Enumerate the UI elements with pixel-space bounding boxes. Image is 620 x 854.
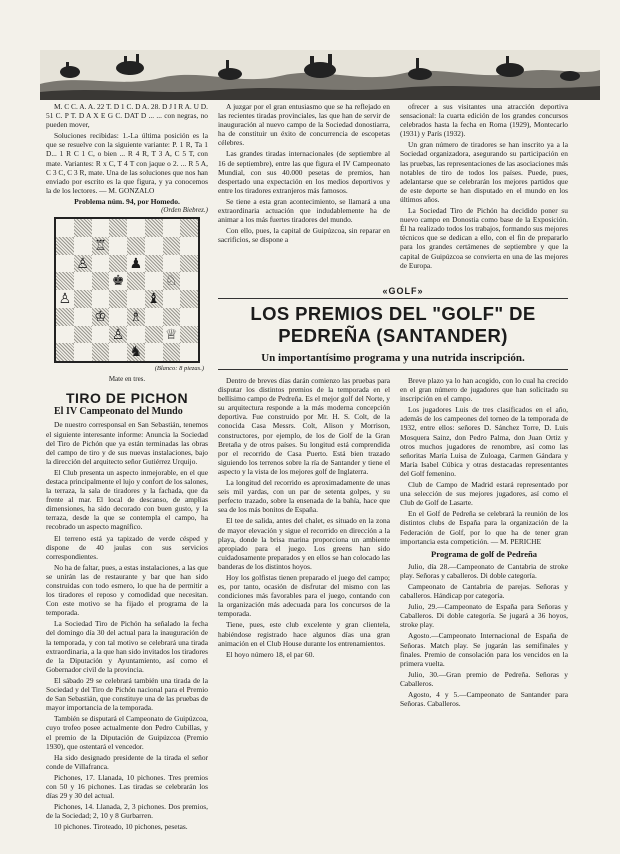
golf-para-10: En el Golf de Pedreña se celebrará la reunión de los distintos clubs de España para la organización de la Federación de Golf, por lo que ha de tener gran importancia esta competición. — M. PERICHE xyxy=(400,509,568,546)
golf-para-6: El hoyo número 18, el par 60. xyxy=(226,649,315,659)
board-square xyxy=(74,272,92,290)
board-square xyxy=(74,326,92,344)
board-square xyxy=(127,290,145,308)
board-square xyxy=(145,272,163,290)
board-square xyxy=(92,272,110,290)
golf-column-1 xyxy=(218,376,390,846)
col2-top-1: A juzgar por el gran entusiasmo que se ha reflejado en las recientes tiradas provinciales, las que han de servir de inauguración al nuevo campo de la Sociedad donostiarra, ha de constituir un éxito de concurrencia de escopetas célebres. xyxy=(218,102,390,148)
board-square xyxy=(74,255,92,273)
chess-piece-icon: ♚ xyxy=(111,273,125,290)
board-square xyxy=(127,237,145,255)
board-square xyxy=(56,326,74,344)
board-square xyxy=(145,255,163,273)
board-square xyxy=(145,290,163,308)
board-square xyxy=(163,290,181,308)
program-item-2: Campeonato de Cantabria de parejas. Señoras y caballeros. Hándicap por categoría. xyxy=(400,581,568,601)
tiro-continuation-column-2 xyxy=(400,102,568,282)
chess-text-1: M. C C. A. A. 22 T. D 1 C. D A. 28. D J I R A. U D. 51 C. P T. D A X E G C. DAT D ... ... con negras, no pueden mover, xyxy=(46,102,208,130)
golf-para-9: Club de Campo de Madrid estará representado por una selección de sus mejores jugadores, así como el Club de Golf de Lasarte. xyxy=(400,480,568,508)
board-square xyxy=(92,308,110,326)
problem-subtitle: (Orden Biebrez.) xyxy=(161,206,208,215)
program-item-5: Julio, 30.—Gran premio de Pedreña. Señoras y Caballeros. xyxy=(400,669,568,688)
tiro-para-6: El sábado 29 se celebrará también una tirada de la Sociedad y del Tiro de Pichón nacional para el Premio de San Sebastián, que constituye una de las pruebas de mayor importancia de la temporada. xyxy=(46,675,208,713)
chess-piece-icon: ♗ xyxy=(129,308,143,325)
board-square xyxy=(180,272,198,290)
board-square xyxy=(163,237,181,255)
golf-para-4: Hoy los golfistas tienen preparado el juego del campo; es, por tanto, ocasión de disfrutar del mismo con las condiciones más favorables para el juego, contando con la organización más adecuada para los concursos de la temporada. xyxy=(218,572,390,619)
board-square xyxy=(163,272,181,290)
board-square xyxy=(92,219,110,237)
board-square xyxy=(56,308,74,326)
board-square xyxy=(109,237,127,255)
board-square xyxy=(127,272,145,290)
board-square xyxy=(56,219,74,237)
golf-para-5: Tiene, pues, este club excelente y gran clientela, habiéndose registrado hace algunos días una gran animación en el Club House durante los entrenamientos. xyxy=(218,620,390,648)
board-square xyxy=(109,219,127,237)
tiro-para-7: También se disputará el Campeonato de Guipúzcoa, cuyo trofeo posee actualmente don Pedro Cubillas, y el premio de la Diputación de Guipúzcoa (Premio 1930), que ostentará el vencedor. xyxy=(46,714,208,751)
chess-piece-icon: ♘ xyxy=(165,273,178,290)
chess-piece-icon: ♞ xyxy=(129,344,143,361)
board-square xyxy=(74,219,92,237)
board-square xyxy=(145,343,163,361)
board-square xyxy=(127,255,145,273)
col3-top-1: ofrecer a sus visitantes una atracción deportiva sensacional: la cuarta edición de los grandes concursos celebrados hasta la fecha en Roma (1929), Montecarlo (1931) y París (1932). xyxy=(400,102,568,139)
board-square xyxy=(109,290,127,308)
board-square xyxy=(92,290,110,308)
chess-piece-icon: ♕ xyxy=(165,326,178,343)
chess-piece-icon: ♙ xyxy=(111,326,125,343)
board-square xyxy=(163,255,181,273)
col3-top-3: La Sociedad Tiro de Pichón ha decidido poner su nuevo campo en Donostia como base de la Exposición. Él ha realizado todos los trabajos, formando sus mejores técnicos que se dedican a ello, con el fin de prepararlo para los grandes certámenes de septiembre y que la capital de Guipúzcoa se convierta en una de las mejores de Europa. xyxy=(400,206,568,270)
board-square xyxy=(56,290,74,308)
board-square xyxy=(180,237,198,255)
headline-rule-top xyxy=(218,298,568,299)
golf-subhead: Un importantísimo programa y una nutrida inscripción. xyxy=(261,352,525,364)
chess-piece-icon: ♙ xyxy=(58,291,72,307)
headline-rule-bottom xyxy=(218,369,568,370)
board-square xyxy=(180,326,198,344)
board-square xyxy=(56,237,74,255)
board-square xyxy=(127,308,145,326)
board-square xyxy=(74,290,92,308)
chess-board xyxy=(54,217,200,363)
board-caption: (Blanco: 8 piezas.) xyxy=(154,365,204,373)
problem-title: Problema núm. 94, por Homedo. xyxy=(74,196,180,206)
col2-top-3: Se tiene a esta gran acontecimiento, se llamará a una extraordinaria actuación que indudablemente ha de animar a los más fuertes tiradores del mundo. xyxy=(218,196,390,225)
board-square xyxy=(180,308,198,326)
board-square xyxy=(127,343,145,361)
board-square xyxy=(74,308,92,326)
chess-piece-icon: ♟ xyxy=(129,255,143,272)
board-move: Mate en tres. xyxy=(108,375,146,384)
board-square xyxy=(92,343,110,361)
golf-para-3: El tee de salida, antes del chalet, es situado en la zona de mayor elevación y sigue el recorrido en dirección a la playa, donde la brisa marina proporciona un ambiente apropiado para el juego. Los greens han sido cuidadosamente preparados y en ellos se han colocado las banderas de los distintos hoyos. xyxy=(218,516,390,571)
col2-top-4: Con ello, pues, la capital de Guipúzcoa, sin reparar en sacrificios, se dispone a xyxy=(218,226,390,245)
board-square xyxy=(127,326,145,344)
program-item-6: Agosto, 4 y 5.—Campeonato de Santander para Señoras. Caballeros. xyxy=(400,690,568,709)
board-square xyxy=(92,326,110,344)
board-square xyxy=(180,219,198,237)
tiro-heading: TIRO DE PICHON xyxy=(65,390,189,407)
board-square xyxy=(74,237,92,255)
board-square xyxy=(145,308,163,326)
board-square xyxy=(163,326,181,344)
board-square xyxy=(163,219,181,237)
program-item-3: Julio, 29.—Campeonato de España para Señoras y Caballeros. Di doble categoría. Se jugará a 36 hoyos, stroke play. xyxy=(400,602,568,630)
board-square xyxy=(109,272,127,290)
board-square xyxy=(109,343,127,361)
tiro-para-9: Pichones, 17. Llanada, 10 pichones. Tres premios con 50 y 16 pichones. Las tiradas se celebrarán los días 29 y 30 del actual. xyxy=(46,772,208,801)
chess-piece-icon: ♔ xyxy=(94,308,107,325)
tiro-para-10: Pichones, 14. Llanada, 2, 3 pichones. Dos premios, de la Sociedad; 2, 10 y 8 Gurbarren. xyxy=(46,802,208,821)
board-square xyxy=(109,326,127,344)
tiro-para-8: Ha sido designado presidente de la tirada el señor conde de Villafranca. xyxy=(46,752,208,771)
col3-top-2: Un gran número de tiradores se han inscrito ya a la Sociedad organizadora, asegurando su participación en las pruebas, las representaciones de las asociaciones más notables de tiro de todos los países. Puede, pues, adelantarse que se celebrarán los mejores partidos que de este deporte se han disputado en el mundo en los últimos años. xyxy=(400,140,568,204)
board-square xyxy=(180,343,198,361)
tiro-continuation-column xyxy=(218,102,390,282)
tiro-para-3: El terreno está ya tapizado de verde césped y dispone de 40 jaulas con sus servicios correspondientes. xyxy=(46,533,208,561)
board-square xyxy=(92,255,110,273)
board-square xyxy=(56,343,74,361)
board-square xyxy=(180,255,198,273)
sport-illustration-banner xyxy=(40,50,600,100)
board-square xyxy=(127,219,145,237)
golf-para-8: Los jugadores Luis de tres clasificados en el año, además de los campeones del torneo de la temporada de 1932, entre ellos: señores D. Sánchez Torre, D. Luis Mosquera Sainz, don Pedro Palma, don Juan Ortiz y otros muchos jugadores de renombre, así como las señoritas María Luisa de Zuloaga, Carmen Gándara y María Isabel Cúbica y otras destacadas representantes del Golf femenino. xyxy=(400,405,568,478)
board-square xyxy=(163,308,181,326)
col2-top-2: Las grandes tiradas internacionales (de septiembre al 16 de septiembre), entre las que figura el IV Campeonato Mundial, con sus 40.000 pesetas de premios, han despertado una expectación en los medios deportivos y entre los tiradores extranjeros más famosos. xyxy=(218,149,390,195)
golf-para-2: La longitud del recorrido es aproximadamente de unas seis mil yardas, con un par de setenta golpes, y su perfecto trazado, sobre la ensenada de la bahía, hace que sea de los más bonitos de España. xyxy=(218,478,390,515)
tiro-para-5: La Sociedad Tiro de Pichón ha señalado la fecha del domingo día 30 del actual para la inauguración de la temporada, y con tal motivo se celebrará una tirada extraordinaria, a la que han sido invitados los tiradores de la Diputación y Ayuntamiento, así como el Gobernador civil de la provincia. xyxy=(46,619,208,674)
chess-text-2: Soluciones recibidas: 1.-La última posición es la que se resuelve con la siguiente variante: P. 1 R, Ta 1 D... 1 R C 1 C, o bien ... R 4 R, T 3 A, C 5 T, con mate. Variantes: R x C, T 4 T con jaque o 2. ... R 5 A, C 3 C, C 3 R, mate. Una de las soluciones que nos han enviado por escrito es la que figura, y ya conocemos la de los lectores. — M. GONZALO xyxy=(46,131,208,195)
chess-diagram xyxy=(54,217,204,373)
board-square xyxy=(145,219,163,237)
board-square xyxy=(109,308,127,326)
board-square xyxy=(56,255,74,273)
golf-headline: LOS PREMIOS DEL "GOLF" DE PEDREÑA (SANTANDER) xyxy=(250,303,536,346)
board-square xyxy=(163,343,181,361)
board-square xyxy=(145,237,163,255)
tiro-para-1: De nuestro corresponsal en San Sebastián, tenemos el siguiente interesante informe: Anuncia la Sociedad del Tiro de Pichón que ya están terminadas las obras del campo de tiro y de sus nuevas instalaciones, bajo la dirección del arquitecto señor Gutiérrez Urquijo. xyxy=(46,420,208,466)
tiro-para-4: No ha de faltar, pues, a estas instalaciones, a las que se unirán las de restaurante y bar que han sido construidas con todo esmero, lo que ha de permitir a los tiradores el reposo y comodidad que necesitan. Con este motivo se ha fijado el programa de la temporada. xyxy=(46,562,208,618)
program-item-4: Agosto.—Campeonato Internacional de España de Señoras. Match play. Se jugarán las semifinales y finales. Premio de consolación para los vencidos en la primera vuelta. xyxy=(400,631,568,668)
tiro-lead: El IV Campeonato del Mundo xyxy=(54,406,183,418)
board-square xyxy=(145,326,163,344)
golf-section-tag: «GOLF» xyxy=(382,286,424,296)
board-square xyxy=(74,343,92,361)
board-square xyxy=(180,290,198,308)
chess-piece-icon: ♖ xyxy=(94,237,107,254)
chess-piece-icon: ♙ xyxy=(76,255,89,272)
tiro-para-11: 10 pichones. Tiroteado, 10 pichones, pesetas. xyxy=(54,822,188,832)
tiro-para-2: El Club presenta un aspecto inmejorable, en el que destaca principalmente el lujo y confort de los salones, la terraza, la sala de tiradores y la fachada, que da frente al mar. El local de descanso, de amplias dimensiones, ha sido decorado con buen gusto, y la terraza, desde la que se contempla el campo, ha recobrado un aspecto magnífico. xyxy=(46,467,208,532)
golf-para-7: Breve plazo ya lo han acogido, con lo cual ha crecido en el gran número de jugadores que han solicitado su inscripción en el campo. xyxy=(400,376,568,404)
left-column xyxy=(46,102,208,847)
board-square xyxy=(109,255,127,273)
board-square xyxy=(92,237,110,255)
program-item-1: Julio, día 28.—Campeonato de Cantabria de stroke play. Señoras y caballeros. Di doble categoría. xyxy=(400,561,568,580)
board-square xyxy=(56,272,74,290)
program-title: Programa de golf de Pedreña xyxy=(431,548,537,559)
chess-piece-icon: ♝ xyxy=(147,291,160,307)
golf-para-1: Dentro de breves días darán comienzo las pruebas para disputar los distintos premios de la temporada en el bellísimo campo de Pedreña. Es el mejor golf del Norte, y su arquitectura responde a la más moderna concepción deportiva. Fue construido por Mr. H. S. Colt, de la conocida Casa Messrs. Colt, Alison y Morrison, constructores, por ejemplo, de los de Golf de la Gran Bretaña y de otros países. Su longitud está comprendida por el recorrido de Casa Puerto. Está bien trazado siguiendo los terrenos sobre la ría de Santander y tiene el aspecto y la vista de los mejores golf de Inglaterra. xyxy=(218,376,390,476)
golf-column-2 xyxy=(400,376,568,846)
